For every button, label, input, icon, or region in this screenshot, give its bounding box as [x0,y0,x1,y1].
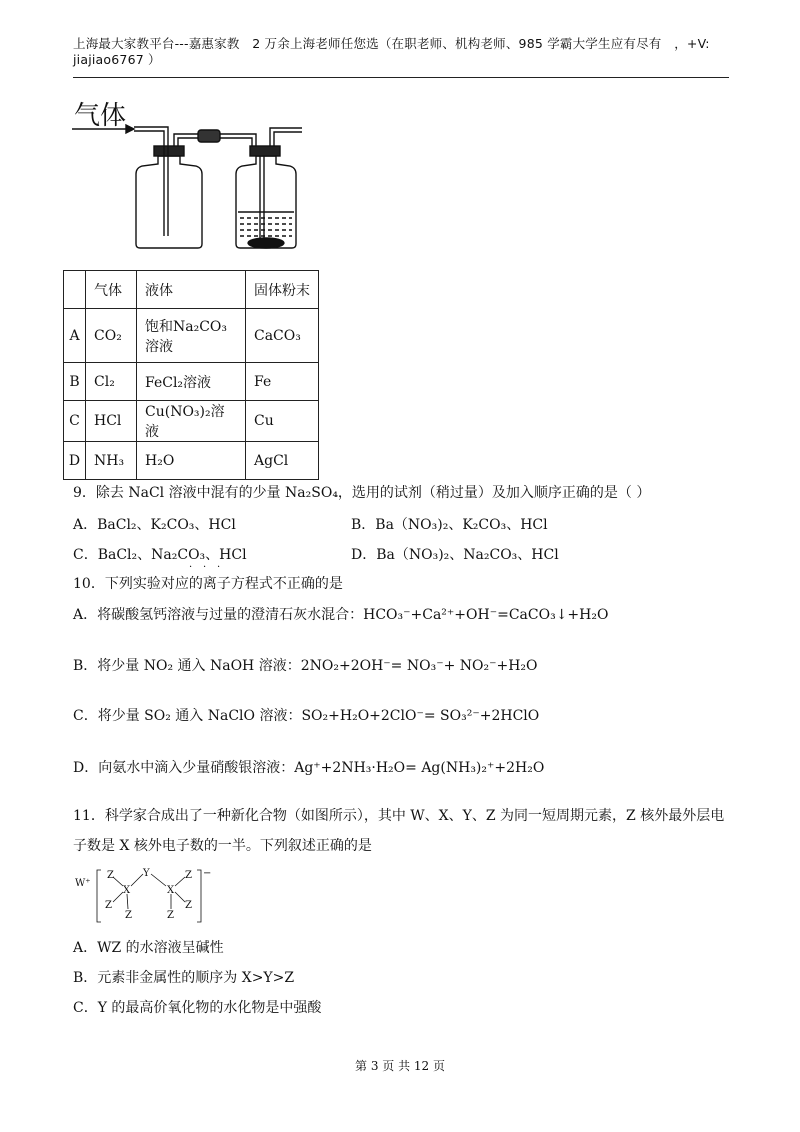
atom-z: Z [185,900,192,911]
left-stopper [154,146,184,156]
emphasis-dot: · [217,562,221,573]
liquid-cell: Cu(NO₃)₂溶液 [137,401,246,442]
liquid-cell: 饱和Na₂CO₃溶液 [137,309,246,363]
gas-cell: Cl₂ [86,363,137,401]
row-label: D [64,442,86,480]
table-row [64,401,319,442]
right-bottle [236,156,296,248]
solid-cell: CaCO₃ [246,309,319,363]
gas-cell: CO₂ [86,309,137,363]
arrow-head-icon [126,125,134,133]
anion-charge: − [203,868,212,879]
emphasis-dot: · [203,562,207,573]
row-label: A [64,309,86,363]
question-11-option-b: B．元素非金属性的顺序为 X>Y>Z [73,970,295,986]
question-9-option-a: A．BaCl₂、K₂CO₃、HCl [73,517,236,533]
atom-y: Y [143,868,150,879]
header-divider [73,77,729,78]
liquid-cell: H₂O [137,442,246,480]
question-11-stem-line-1: 11．科学家合成出了一种新化合物（如图所示），其中 W、X、Y、Z 为同一短周期元素，Z 核外最外层电 [73,808,725,824]
molecule-structure-diagram [73,868,213,924]
question-9-option-b: B．Ba（NO₃)₂、K₂CO₃、HCl [351,517,548,533]
atom-z: Z [167,910,174,921]
solid-cell: Fe [246,363,319,401]
question-10-option-a: A．将碳酸氢钙溶液与过量的澄清石灰水混合：HCO₃⁻+Ca²⁺+OH⁻=CaCO₃↓+H₂O [73,607,609,623]
question-11-option-a: A．WZ 的水溶液呈碱性 [73,940,224,956]
atom-z: Z [185,870,192,881]
options-table [63,270,319,480]
page-footer: 第 3 页 共 12 页 [355,1059,445,1073]
page-header [73,36,733,68]
solid-powder [248,238,284,248]
gas-washing-apparatus [70,118,310,258]
question-10-stem: 10．下列实验对应的离子方程式不正确的是 [73,576,343,592]
atom-x: X [167,885,175,896]
gas-cell: NH₃ [86,442,137,480]
atom-z: Z [107,870,114,881]
question-9-stem: 9．除去 NaCl 溶液中混有的少量 Na₂SO₄，选用的试剂（稍过量）及加入顺序正确的是（ ） [73,485,651,501]
row-label: C [64,401,86,442]
liquid-cell: FeCl₂溶液 [137,363,246,401]
question-10-option-b: B．将少量 NO₂ 通入 NaOH 溶液：2NO₂+2OH⁻= NO₃⁻+ NO₂⁻+H₂O [73,658,538,674]
atom-z: Z [105,900,112,911]
question-9-option-d: D．Ba（NO₃)₂、Na₂CO₃、HCl [351,547,559,563]
header-line-1: 上海最大家教平台---嘉惠家教 2 万余上海老师任您选（在职老师、机构老师、985 学霸大学生应有尽有 ，+V: [73,36,710,51]
row-label: B [64,363,86,401]
question-10-option-c: C．将少量 SO₂ 通入 NaClO 溶液：SO₂+H₂O+2ClO⁻= SO₃²⁻+2HClO [73,708,540,724]
header-line-2: jiajiao6767 ） [73,52,161,67]
gas-label: 气体 [74,101,127,131]
solid-cell: AgCl [246,442,319,480]
emphasis-dot: · [189,562,193,573]
gas-cell: HCl [86,401,137,442]
table-header-cell: 固体粉末 [246,271,319,309]
cation-label: W⁺ [75,878,91,889]
left-bracket [97,870,101,922]
atom-x: X [123,885,131,896]
table-row [64,309,319,363]
question-10-option-d: D．向氨水中滴入少量硝酸银溶液：Ag⁺+2NH₃·H₂O= Ag(NH₃)₂⁺+2H₂O [73,760,545,776]
table-row [64,363,319,401]
table-header-row [64,271,319,309]
question-9-option-c: C．BaCl₂、Na₂CO₃、HCl [73,547,247,563]
rubber-connector [198,130,220,142]
atom-z: Z [125,910,132,921]
table-header-cell: 气体 [86,271,137,309]
table-header-cell: 液体 [137,271,246,309]
question-11-stem-line-2: 子数是 X 核外电子数的一半。下列叙述正确的是 [73,838,372,854]
table-row [64,442,319,480]
table-header-cell [64,271,86,309]
left-bottle [136,156,202,248]
solid-cell: Cu [246,401,319,442]
right-stopper [250,146,280,156]
question-11-option-c: C．Y 的最高价氧化物的水化物是中强酸 [73,1000,322,1016]
right-bracket [197,870,201,922]
